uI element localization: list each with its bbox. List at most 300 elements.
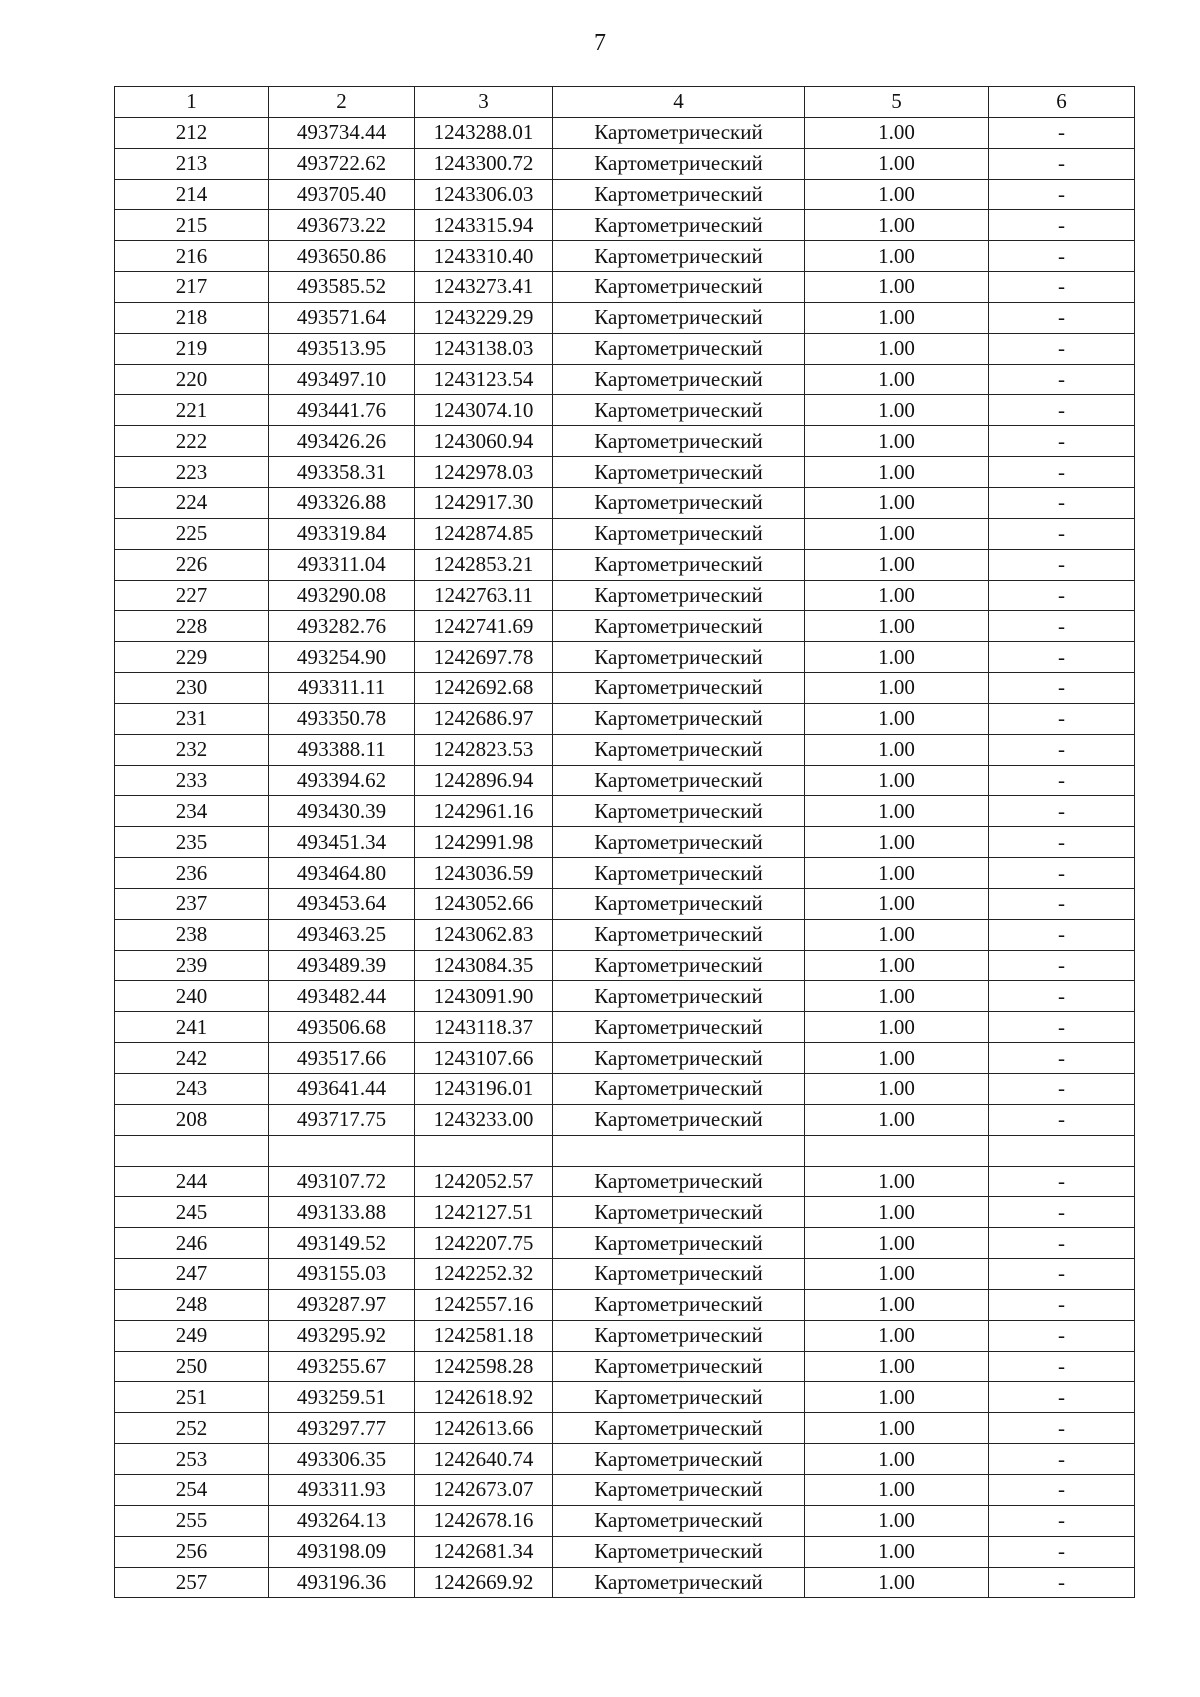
table-row [115,981,1135,1012]
point-number-cell: 242 [115,1043,269,1074]
accuracy-cell: 1.00 [805,734,989,765]
accuracy-cell: 1.00 [805,549,989,580]
coordinates-table [114,86,1135,1598]
page-number: 7 [594,30,606,56]
table-row [115,611,1135,642]
description-cell: - [989,210,1135,241]
method-cell: Картометрический [553,333,805,364]
table-row [115,1228,1135,1259]
accuracy-cell: 1.00 [805,487,989,518]
x-coordinate-cell [269,1135,415,1166]
accuracy-cell: 1.00 [805,950,989,981]
accuracy-cell: 1.00 [805,919,989,950]
table-row [115,1351,1135,1382]
x-coordinate-cell: 493441.76 [269,395,415,426]
point-number-cell: 231 [115,703,269,734]
description-cell: - [989,117,1135,148]
accuracy-cell: 1.00 [805,210,989,241]
x-coordinate-cell: 493650.86 [269,241,415,272]
point-number-cell: 213 [115,148,269,179]
x-coordinate-cell: 493513.95 [269,333,415,364]
accuracy-cell: 1.00 [805,1444,989,1475]
point-number-cell: 230 [115,673,269,704]
accuracy-cell: 1.00 [805,1289,989,1320]
table-row [115,364,1135,395]
point-number-cell: 221 [115,395,269,426]
point-number-cell: 214 [115,179,269,210]
description-cell: - [989,673,1135,704]
accuracy-cell: 1.00 [805,1043,989,1074]
x-coordinate-cell: 493264.13 [269,1505,415,1536]
accuracy-cell: 1.00 [805,518,989,549]
table-row [115,1135,1135,1166]
description-cell: - [989,1043,1135,1074]
method-cell: Картометрический [553,858,805,889]
method-cell: Картометрический [553,580,805,611]
method-cell: Картометрический [553,981,805,1012]
description-cell: - [989,1228,1135,1259]
x-coordinate-cell: 493255.67 [269,1351,415,1382]
point-number-cell: 217 [115,272,269,303]
y-coordinate-cell: 1243084.35 [415,950,553,981]
y-coordinate-cell: 1242874.85 [415,518,553,549]
method-cell: Картометрический [553,1197,805,1228]
description-cell [989,1135,1135,1166]
y-coordinate-cell: 1243074.10 [415,395,553,426]
description-cell: - [989,611,1135,642]
method-cell: Картометрический [553,210,805,241]
description-cell: - [989,981,1135,1012]
x-coordinate-cell: 493259.51 [269,1382,415,1413]
description-cell: - [989,1351,1135,1382]
x-coordinate-cell: 493451.34 [269,827,415,858]
method-cell [553,1135,805,1166]
y-coordinate-cell: 1243273.41 [415,272,553,303]
table-row [115,703,1135,734]
point-number-cell: 233 [115,765,269,796]
method-cell: Картометрический [553,148,805,179]
point-number-cell: 248 [115,1289,269,1320]
method-cell: Картометрический [553,1228,805,1259]
accuracy-cell: 1.00 [805,703,989,734]
description-cell: - [989,272,1135,303]
x-coordinate-cell: 493196.36 [269,1567,415,1598]
method-cell: Картометрический [553,549,805,580]
method-cell: Картометрический [553,827,805,858]
x-coordinate-cell: 493295.92 [269,1320,415,1351]
y-coordinate-cell: 1242557.16 [415,1289,553,1320]
point-number-cell: 241 [115,1012,269,1043]
x-coordinate-cell: 493350.78 [269,703,415,734]
description-cell: - [989,1289,1135,1320]
x-coordinate-cell: 493198.09 [269,1536,415,1567]
y-coordinate-cell: 1242669.92 [415,1567,553,1598]
accuracy-cell: 1.00 [805,1351,989,1382]
accuracy-cell: 1.00 [805,1104,989,1135]
y-coordinate-cell: 1242978.03 [415,457,553,488]
table-row [115,1444,1135,1475]
accuracy-cell: 1.00 [805,611,989,642]
accuracy-cell: 1.00 [805,1536,989,1567]
method-cell: Картометрический [553,950,805,981]
description-cell: - [989,457,1135,488]
y-coordinate-cell: 1243107.66 [415,1043,553,1074]
y-coordinate-cell: 1242686.97 [415,703,553,734]
accuracy-cell: 1.00 [805,1228,989,1259]
table-row [115,179,1135,210]
accuracy-cell: 1.00 [805,1197,989,1228]
x-coordinate-cell: 493326.88 [269,487,415,518]
method-cell: Картометрический [553,1413,805,1444]
y-coordinate-cell: 1242207.75 [415,1228,553,1259]
accuracy-cell: 1.00 [805,1320,989,1351]
method-cell: Картометрический [553,919,805,950]
table-row [115,734,1135,765]
table-row [115,796,1135,827]
x-coordinate-cell: 493585.52 [269,272,415,303]
description-cell: - [989,827,1135,858]
method-cell: Картометрический [553,1074,805,1105]
accuracy-cell: 1.00 [805,827,989,858]
accuracy-cell: 1.00 [805,858,989,889]
method-cell: Картометрический [553,703,805,734]
method-cell: Картометрический [553,241,805,272]
x-coordinate-cell: 493734.44 [269,117,415,148]
accuracy-cell: 1.00 [805,457,989,488]
accuracy-cell: 1.00 [805,888,989,919]
description-cell: - [989,302,1135,333]
description-cell: - [989,919,1135,950]
x-coordinate-cell: 493311.11 [269,673,415,704]
x-coordinate-cell: 493107.72 [269,1166,415,1197]
table-row [115,1012,1135,1043]
table-row [115,950,1135,981]
description-cell: - [989,487,1135,518]
point-number-cell: 255 [115,1505,269,1536]
y-coordinate-cell: 1243118.37 [415,1012,553,1043]
x-coordinate-cell: 493453.64 [269,888,415,919]
description-cell: - [989,1197,1135,1228]
y-coordinate-cell: 1243315.94 [415,210,553,241]
y-coordinate-cell: 1242613.66 [415,1413,553,1444]
table-header-row [115,87,1135,118]
point-number-cell: 208 [115,1104,269,1135]
method-cell: Картометрический [553,272,805,303]
description-cell: - [989,734,1135,765]
description-cell: - [989,1536,1135,1567]
description-cell: - [989,1104,1135,1135]
table-row [115,518,1135,549]
table-row [115,858,1135,889]
x-coordinate-cell: 493254.90 [269,642,415,673]
accuracy-cell: 1.00 [805,765,989,796]
point-number-cell: 244 [115,1166,269,1197]
description-cell: - [989,1166,1135,1197]
table-row [115,888,1135,919]
table-row [115,1567,1135,1598]
y-coordinate-cell: 1242681.34 [415,1536,553,1567]
y-coordinate-cell: 1243060.94 [415,426,553,457]
table-row [115,1320,1135,1351]
description-cell: - [989,148,1135,179]
method-cell: Картометрический [553,673,805,704]
description-cell: - [989,549,1135,580]
description-cell: - [989,1444,1135,1475]
x-coordinate-cell: 493149.52 [269,1228,415,1259]
table-row [115,673,1135,704]
table-row [115,1166,1135,1197]
point-number-cell: 235 [115,827,269,858]
table-row [115,487,1135,518]
y-coordinate-cell: 1243233.00 [415,1104,553,1135]
x-coordinate-cell: 493571.64 [269,302,415,333]
point-number-cell: 256 [115,1536,269,1567]
column-header: 5 [805,87,989,118]
method-cell: Картометрический [553,1444,805,1475]
column-header: 2 [269,87,415,118]
description-cell: - [989,518,1135,549]
description-cell: - [989,426,1135,457]
method-cell: Картометрический [553,487,805,518]
accuracy-cell: 1.00 [805,580,989,611]
accuracy-cell: 1.00 [805,426,989,457]
table-row [115,827,1135,858]
accuracy-cell: 1.00 [805,642,989,673]
description-cell: - [989,796,1135,827]
method-cell: Картометрический [553,1567,805,1598]
point-number-cell: 257 [115,1567,269,1598]
x-coordinate-cell: 493722.62 [269,148,415,179]
y-coordinate-cell: 1243288.01 [415,117,553,148]
point-number-cell: 254 [115,1474,269,1505]
method-cell: Картометрический [553,642,805,673]
method-cell: Картометрический [553,1474,805,1505]
description-cell: - [989,1505,1135,1536]
column-header: 1 [115,87,269,118]
method-cell: Картометрический [553,1320,805,1351]
point-number-cell: 240 [115,981,269,1012]
x-coordinate-cell: 493497.10 [269,364,415,395]
method-cell: Картометрический [553,1012,805,1043]
accuracy-cell: 1.00 [805,1012,989,1043]
accuracy-cell: 1.00 [805,1074,989,1105]
method-cell: Картометрический [553,302,805,333]
point-number-cell: 249 [115,1320,269,1351]
point-number-cell: 228 [115,611,269,642]
y-coordinate-cell: 1242763.11 [415,580,553,611]
point-number-cell: 243 [115,1074,269,1105]
table-body [115,117,1135,1598]
x-coordinate-cell: 493482.44 [269,981,415,1012]
point-number-cell: 223 [115,457,269,488]
table-row [115,1104,1135,1135]
point-number-cell: 216 [115,241,269,272]
accuracy-cell: 1.00 [805,1413,989,1444]
x-coordinate-cell: 493705.40 [269,179,415,210]
description-cell: - [989,1074,1135,1105]
accuracy-cell: 1.00 [805,1474,989,1505]
description-cell: - [989,703,1135,734]
point-number-cell: 238 [115,919,269,950]
table-row [115,148,1135,179]
table-row [115,272,1135,303]
table-row [115,1505,1135,1536]
method-cell: Картометрический [553,395,805,426]
y-coordinate-cell: 1242853.21 [415,549,553,580]
y-coordinate-cell: 1243300.72 [415,148,553,179]
point-number-cell: 218 [115,302,269,333]
method-cell: Картометрический [553,734,805,765]
table-row [115,117,1135,148]
x-coordinate-cell: 493306.35 [269,1444,415,1475]
point-number-cell: 212 [115,117,269,148]
point-number-cell: 227 [115,580,269,611]
table-row [115,919,1135,950]
table-row [115,549,1135,580]
description-cell: - [989,858,1135,889]
description-cell: - [989,1012,1135,1043]
point-number-cell: 220 [115,364,269,395]
x-coordinate-cell: 493358.31 [269,457,415,488]
description-cell: - [989,179,1135,210]
method-cell: Картометрический [553,1505,805,1536]
method-cell: Картометрический [553,765,805,796]
table-row [115,302,1135,333]
description-cell: - [989,395,1135,426]
point-number-cell: 236 [115,858,269,889]
description-cell: - [989,1413,1135,1444]
table-row [115,580,1135,611]
x-coordinate-cell: 493506.68 [269,1012,415,1043]
table-row [115,1043,1135,1074]
method-cell: Картометрический [553,518,805,549]
y-coordinate-cell: 1243310.40 [415,241,553,272]
point-number-cell: 219 [115,333,269,364]
description-cell: - [989,1567,1135,1598]
x-coordinate-cell: 493155.03 [269,1259,415,1290]
x-coordinate-cell: 493517.66 [269,1043,415,1074]
x-coordinate-cell: 493319.84 [269,518,415,549]
method-cell: Картометрический [553,1536,805,1567]
x-coordinate-cell: 493282.76 [269,611,415,642]
x-coordinate-cell: 493290.08 [269,580,415,611]
y-coordinate-cell: 1243229.29 [415,302,553,333]
description-cell: - [989,333,1135,364]
y-coordinate-cell: 1243091.90 [415,981,553,1012]
table-row [115,241,1135,272]
table-row [115,1413,1135,1444]
y-coordinate-cell: 1242991.98 [415,827,553,858]
description-cell: - [989,888,1135,919]
table-row [115,395,1135,426]
table-row [115,426,1135,457]
x-coordinate-cell: 493426.26 [269,426,415,457]
accuracy-cell: 1.00 [805,1505,989,1536]
y-coordinate-cell: 1242640.74 [415,1444,553,1475]
y-coordinate-cell: 1242252.32 [415,1259,553,1290]
accuracy-cell: 1.00 [805,148,989,179]
accuracy-cell: 1.00 [805,673,989,704]
method-cell: Картометрический [553,1043,805,1074]
table-row [115,1382,1135,1413]
point-number-cell: 224 [115,487,269,518]
x-coordinate-cell: 493717.75 [269,1104,415,1135]
y-coordinate-cell: 1243196.01 [415,1074,553,1105]
description-cell: - [989,580,1135,611]
table-row [115,333,1135,364]
y-coordinate-cell: 1242618.92 [415,1382,553,1413]
table-row [115,1536,1135,1567]
point-number-cell: 234 [115,796,269,827]
accuracy-cell: 1.00 [805,333,989,364]
accuracy-cell: 1.00 [805,302,989,333]
y-coordinate-cell: 1243052.66 [415,888,553,919]
table-row [115,642,1135,673]
column-header: 6 [989,87,1135,118]
method-cell: Картометрический [553,179,805,210]
y-coordinate-cell: 1242052.57 [415,1166,553,1197]
y-coordinate-cell: 1242823.53 [415,734,553,765]
x-coordinate-cell: 493388.11 [269,734,415,765]
x-coordinate-cell: 493463.25 [269,919,415,950]
table-row [115,1074,1135,1105]
point-number-cell: 232 [115,734,269,765]
point-number-cell: 252 [115,1413,269,1444]
accuracy-cell: 1.00 [805,1166,989,1197]
point-number-cell: 250 [115,1351,269,1382]
y-coordinate-cell: 1242917.30 [415,487,553,518]
x-coordinate-cell: 493464.80 [269,858,415,889]
table-row [115,457,1135,488]
table-row [115,765,1135,796]
table-row [115,210,1135,241]
column-header: 4 [553,87,805,118]
x-coordinate-cell: 493489.39 [269,950,415,981]
x-coordinate-cell: 493673.22 [269,210,415,241]
y-coordinate-cell: 1243123.54 [415,364,553,395]
method-cell: Картометрический [553,796,805,827]
method-cell: Картометрический [553,1166,805,1197]
column-header: 3 [415,87,553,118]
y-coordinate-cell: 1243306.03 [415,179,553,210]
description-cell: - [989,1382,1135,1413]
x-coordinate-cell: 493394.62 [269,765,415,796]
method-cell: Картометрический [553,364,805,395]
x-coordinate-cell: 493287.97 [269,1289,415,1320]
point-number-cell: 222 [115,426,269,457]
accuracy-cell: 1.00 [805,1382,989,1413]
y-coordinate-cell: 1242673.07 [415,1474,553,1505]
y-coordinate-cell: 1242741.69 [415,611,553,642]
description-cell: - [989,950,1135,981]
description-cell: - [989,1259,1135,1290]
point-number-cell: 239 [115,950,269,981]
description-cell: - [989,364,1135,395]
point-number-cell: 251 [115,1382,269,1413]
point-number-cell: 229 [115,642,269,673]
point-number-cell [115,1135,269,1166]
x-coordinate-cell: 493430.39 [269,796,415,827]
y-coordinate-cell: 1242678.16 [415,1505,553,1536]
accuracy-cell: 1.00 [805,117,989,148]
method-cell: Картометрический [553,1104,805,1135]
description-cell: - [989,1320,1135,1351]
point-number-cell: 226 [115,549,269,580]
y-coordinate-cell: 1242697.78 [415,642,553,673]
table-row [115,1474,1135,1505]
accuracy-cell [805,1135,989,1166]
table-row [115,1197,1135,1228]
